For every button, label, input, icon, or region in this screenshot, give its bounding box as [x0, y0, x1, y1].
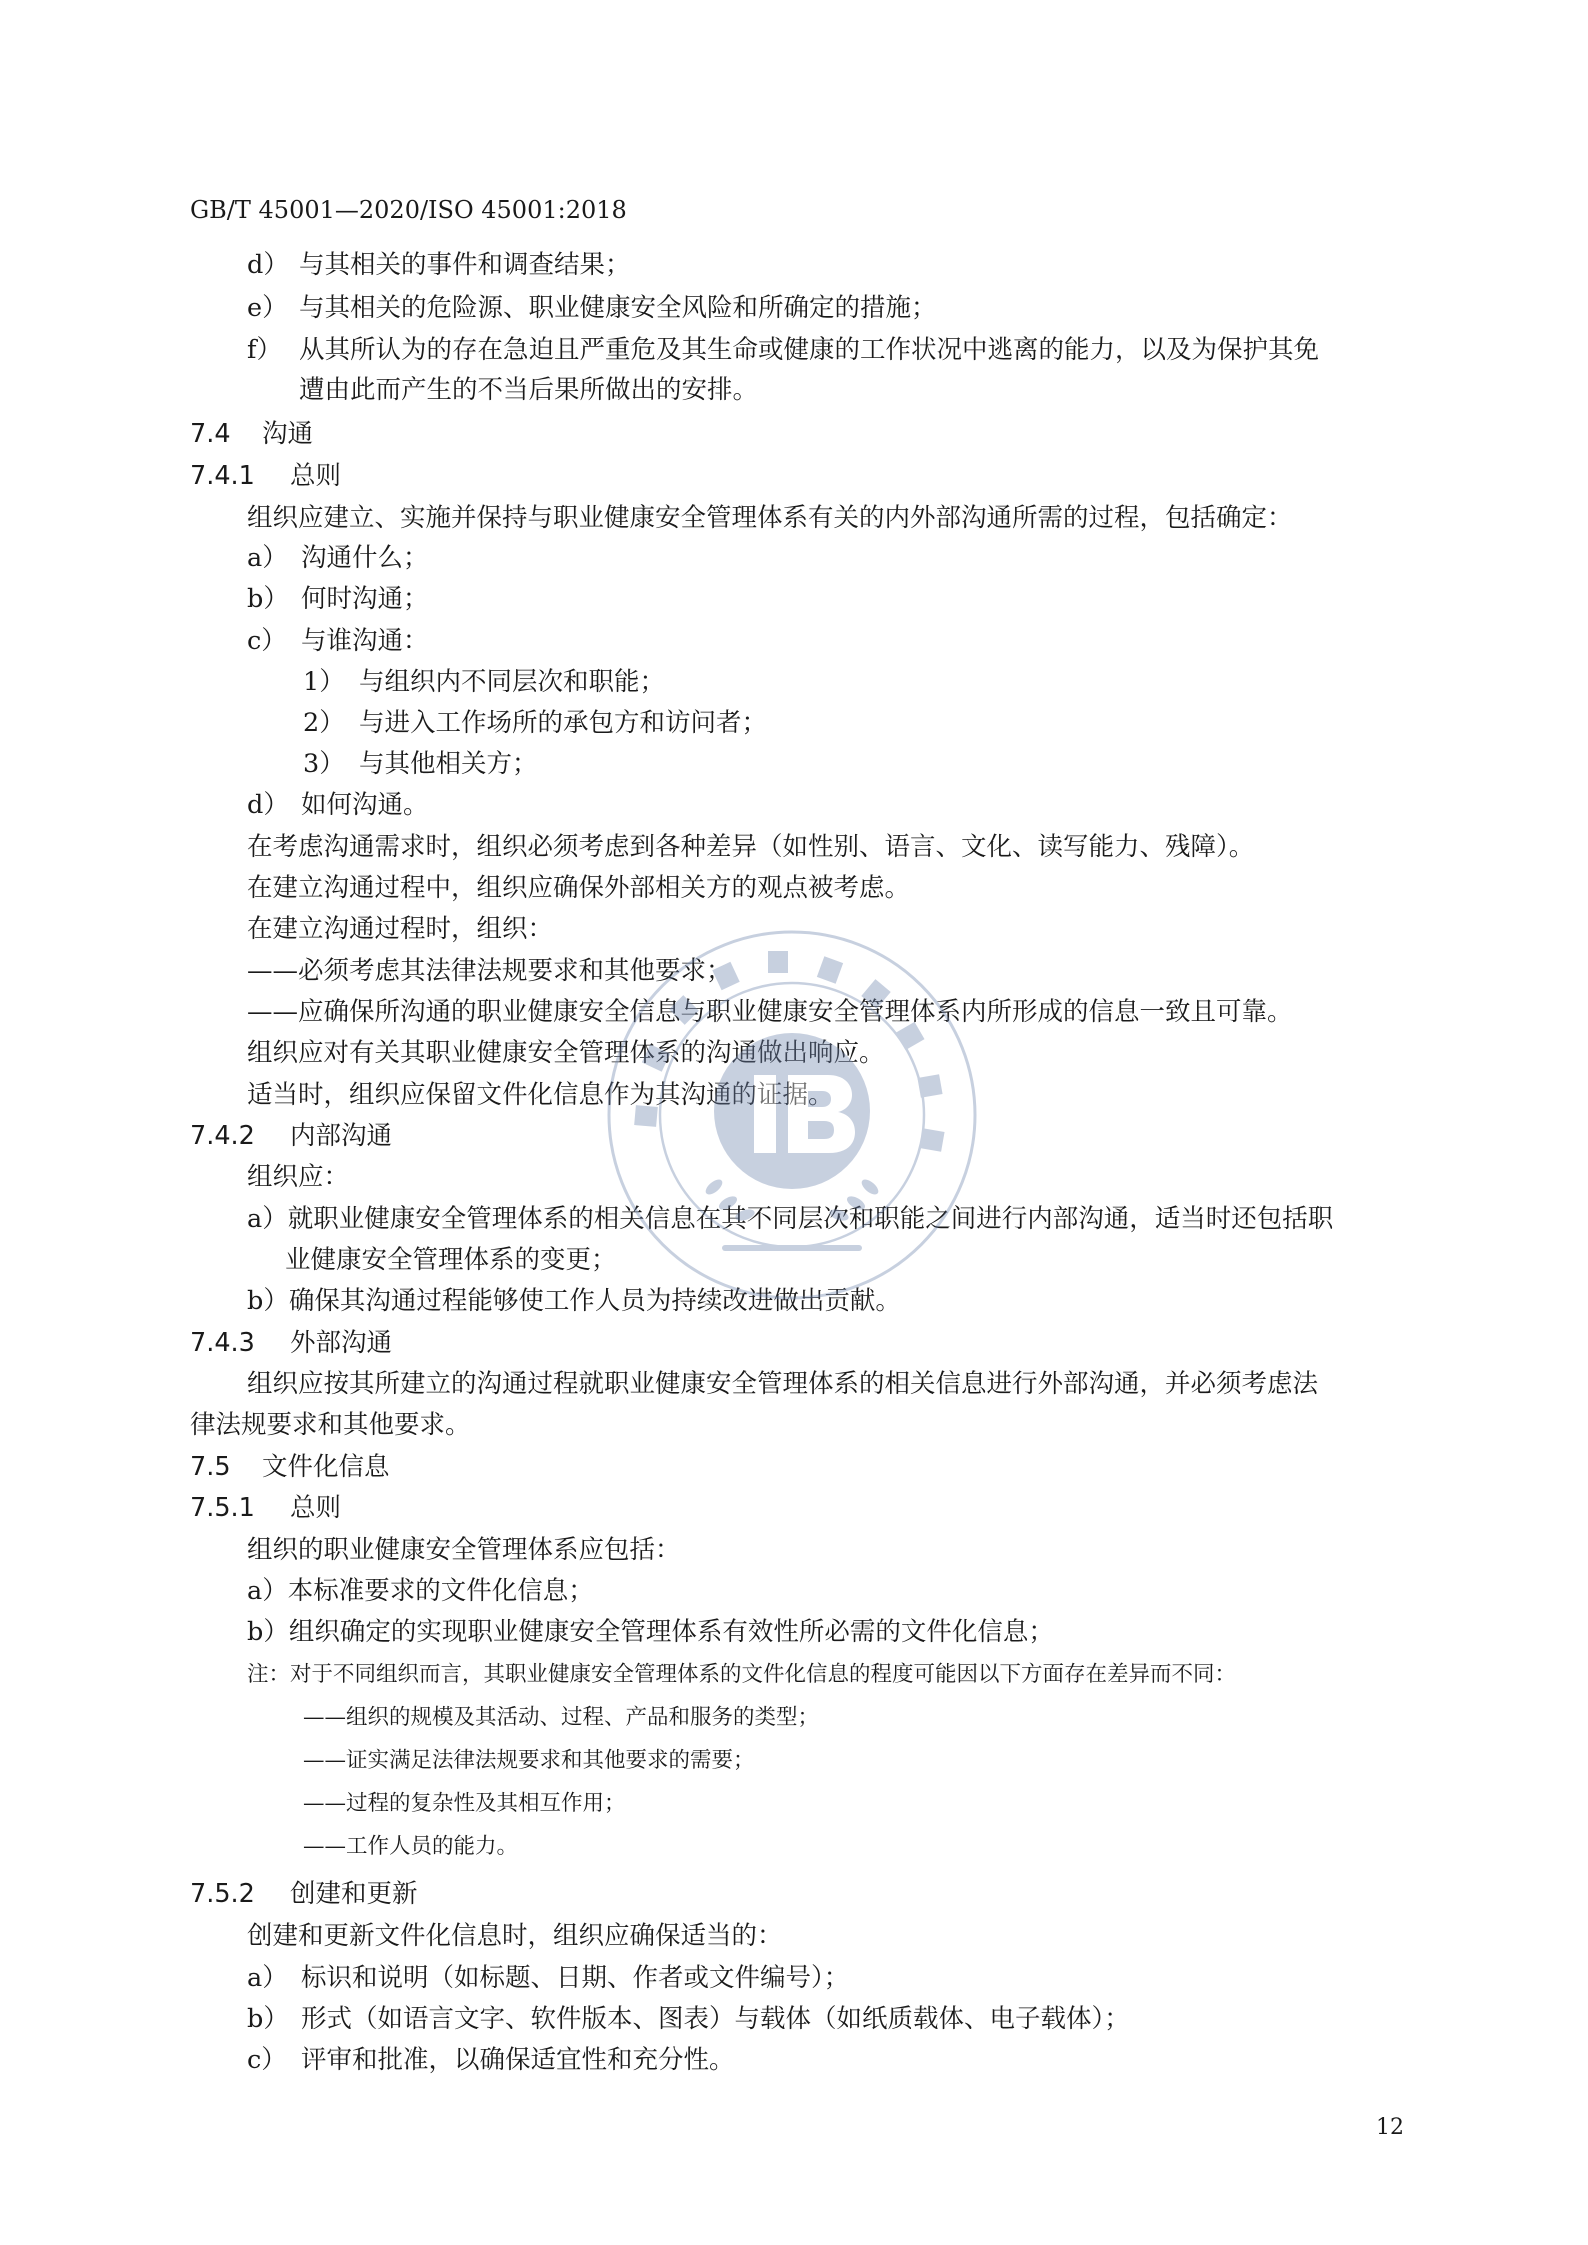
header-standard-code: GB/T 45001—2020/ISO 45001:2018 — [190, 196, 627, 224]
list-label: 1） — [303, 667, 345, 697]
list-label: a） — [247, 1963, 288, 1993]
paragraph: 在考虑沟通需求时，组织必须考虑到各种差异（如性别、语言、文化、读写能力、残障）。 — [247, 832, 1255, 862]
paragraph: 组织的职业健康安全管理体系应包括： — [247, 1535, 681, 1565]
list-item-a: a）本标准要求的文件化信息； — [247, 1576, 594, 1606]
section-title: 外部沟通 — [290, 1328, 393, 1358]
section-number: 7.5.1 — [190, 1493, 255, 1523]
section-number: 7.4.1 — [190, 461, 255, 491]
section-heading-7-5 — [190, 1449, 390, 1485]
list-text: 何时沟通； — [301, 584, 429, 614]
sublist-item-2 — [303, 705, 767, 741]
list-text: 与其他相关方； — [359, 749, 538, 779]
seal-en-lettering — [722, 1245, 862, 1251]
paragraph: 组织应对有关其职业健康安全管理体系的沟通做出响应。 — [247, 1038, 885, 1068]
list-text: 形式（如语言文字、软件版本、图表）与载体（如纸质载体、电子载体）； — [301, 2004, 1130, 2034]
list-item-f — [247, 332, 1319, 368]
list-label: e） — [247, 293, 288, 323]
list-label: a） — [247, 543, 288, 573]
section-title: 总则 — [290, 1493, 342, 1523]
section-heading-7-5-2 — [190, 1876, 418, 1912]
list-item-d — [247, 787, 429, 823]
list-text: 评审和批准，以确保适宜性和充分性。 — [301, 2045, 735, 2075]
list-item-a: a）就职业健康安全管理体系的相关信息在其不同层次和职能之间进行内部沟通，适当时还包括职 — [247, 1204, 1334, 1234]
list-text: 从其所认为的存在急迫且严重危及其生命或健康的工作状况中逃离的能力，以及为保护其免 — [299, 335, 1320, 365]
section-title: 总则 — [290, 461, 342, 491]
section-number: 7.5.2 — [190, 1879, 255, 1909]
list-item-c — [247, 623, 429, 659]
list-label: f） — [247, 335, 282, 365]
list-label: 3） — [303, 749, 345, 779]
section-heading-7-4-1 — [190, 458, 341, 494]
paragraph: 在建立沟通过程中，组织应确保外部相关方的观点被考虑。 — [247, 873, 911, 903]
paragraph: 组织应： — [247, 1162, 350, 1192]
note: 注：对于不同组织而言，其职业健康安全管理体系的文件化信息的程度可能因以下方面存在差异而不同： — [247, 1662, 1237, 1687]
list-item-d — [247, 247, 631, 283]
list-item-b — [247, 581, 429, 617]
section-title: 创建和更新 — [290, 1879, 418, 1909]
list-label: c） — [247, 626, 287, 656]
list-item-b: b）确保其沟通过程能够使工作人员为持续改进做出贡献。 — [247, 1286, 901, 1316]
list-label: d） — [247, 790, 289, 820]
list-item-f-cont: 遭由此而产生的不当后果所做出的安排。 — [299, 375, 759, 405]
section-heading-7-5-1 — [190, 1490, 341, 1526]
note-item: ——证实满足法律法规要求和其他要求的需要； — [303, 1748, 755, 1773]
list-label: b） — [247, 584, 289, 614]
section-number: 7.4 — [190, 419, 231, 449]
paragraph: 在建立沟通过程时，组织： — [247, 914, 554, 944]
section-title: 沟通 — [262, 419, 314, 449]
list-label: b） — [247, 2004, 289, 2034]
section-heading-7-4-2 — [190, 1118, 392, 1154]
list-text: 与其相关的危险源、职业健康安全风险和所确定的措施； — [299, 293, 937, 323]
paragraph: 适当时，组织应保留文件化信息作为其沟通的证据。 — [247, 1080, 834, 1110]
list-text: 沟通什么； — [301, 543, 429, 573]
sublist-item-3 — [303, 746, 538, 782]
section-title: 内部沟通 — [290, 1121, 393, 1151]
paragraph: 组织应按其所建立的沟通过程就职业健康安全管理体系的相关信息进行外部沟通，并必须考虑法 — [247, 1369, 1319, 1399]
list-text: 与进入工作场所的承包方和访问者； — [359, 708, 768, 738]
list-item-c — [247, 2042, 735, 2078]
paragraph: 创建和更新文件化信息时，组织应确保适当的： — [247, 1921, 783, 1951]
list-item-a-cont: 业健康安全管理体系的变更； — [285, 1245, 617, 1275]
list-item-a — [247, 540, 429, 576]
paragraph: 组织应建立、实施并保持与职业健康安全管理体系有关的内外部沟通所需的过程，包括确定： — [247, 503, 1293, 533]
note-item: ——工作人员的能力。 — [303, 1834, 519, 1859]
dash-item: ——必须考虑其法律法规要求和其他要求； — [247, 956, 732, 986]
note-item: ——过程的复杂性及其相互作用； — [303, 1791, 626, 1816]
list-text: 与组织内不同层次和职能； — [359, 667, 666, 697]
list-item-b — [247, 2001, 1130, 2037]
paragraph-cont: 律法规要求和其他要求。 — [190, 1410, 471, 1440]
page-number: 12 — [1376, 2115, 1404, 2140]
sublist-item-1 — [303, 664, 665, 700]
list-text: 与谁沟通： — [301, 626, 429, 656]
section-heading-7-4 — [190, 416, 313, 452]
section-heading-7-4-3 — [190, 1325, 392, 1361]
section-title: 文件化信息 — [262, 1452, 390, 1482]
dash-item: ——应确保所沟通的职业健康安全信息与职业健康安全管理体系内所形成的信息一致且可靠。 — [247, 997, 1293, 1027]
watermark-seal — [602, 925, 982, 1305]
list-item-b: b）组织确定的实现职业健康安全管理体系有效性所必需的文件化信息； — [247, 1617, 1054, 1647]
list-text: 标识和说明（如标题、日期、作者或文件编号）； — [301, 1963, 850, 1993]
section-number: 7.4.2 — [190, 1121, 255, 1151]
list-item-a — [247, 1960, 849, 1996]
section-number: 7.4.3 — [190, 1328, 255, 1358]
list-item-e — [247, 290, 937, 326]
seal-logo-mark-1 — [754, 1075, 776, 1153]
section-number: 7.5 — [190, 1452, 231, 1482]
list-label: 2） — [303, 708, 345, 738]
list-text: 与其相关的事件和调查结果； — [299, 250, 631, 280]
list-label: c） — [247, 2045, 287, 2075]
list-text: 如何沟通。 — [301, 790, 429, 820]
note-item: ——组织的规模及其活动、过程、产品和服务的类型； — [303, 1705, 820, 1730]
list-label: d） — [247, 250, 289, 280]
